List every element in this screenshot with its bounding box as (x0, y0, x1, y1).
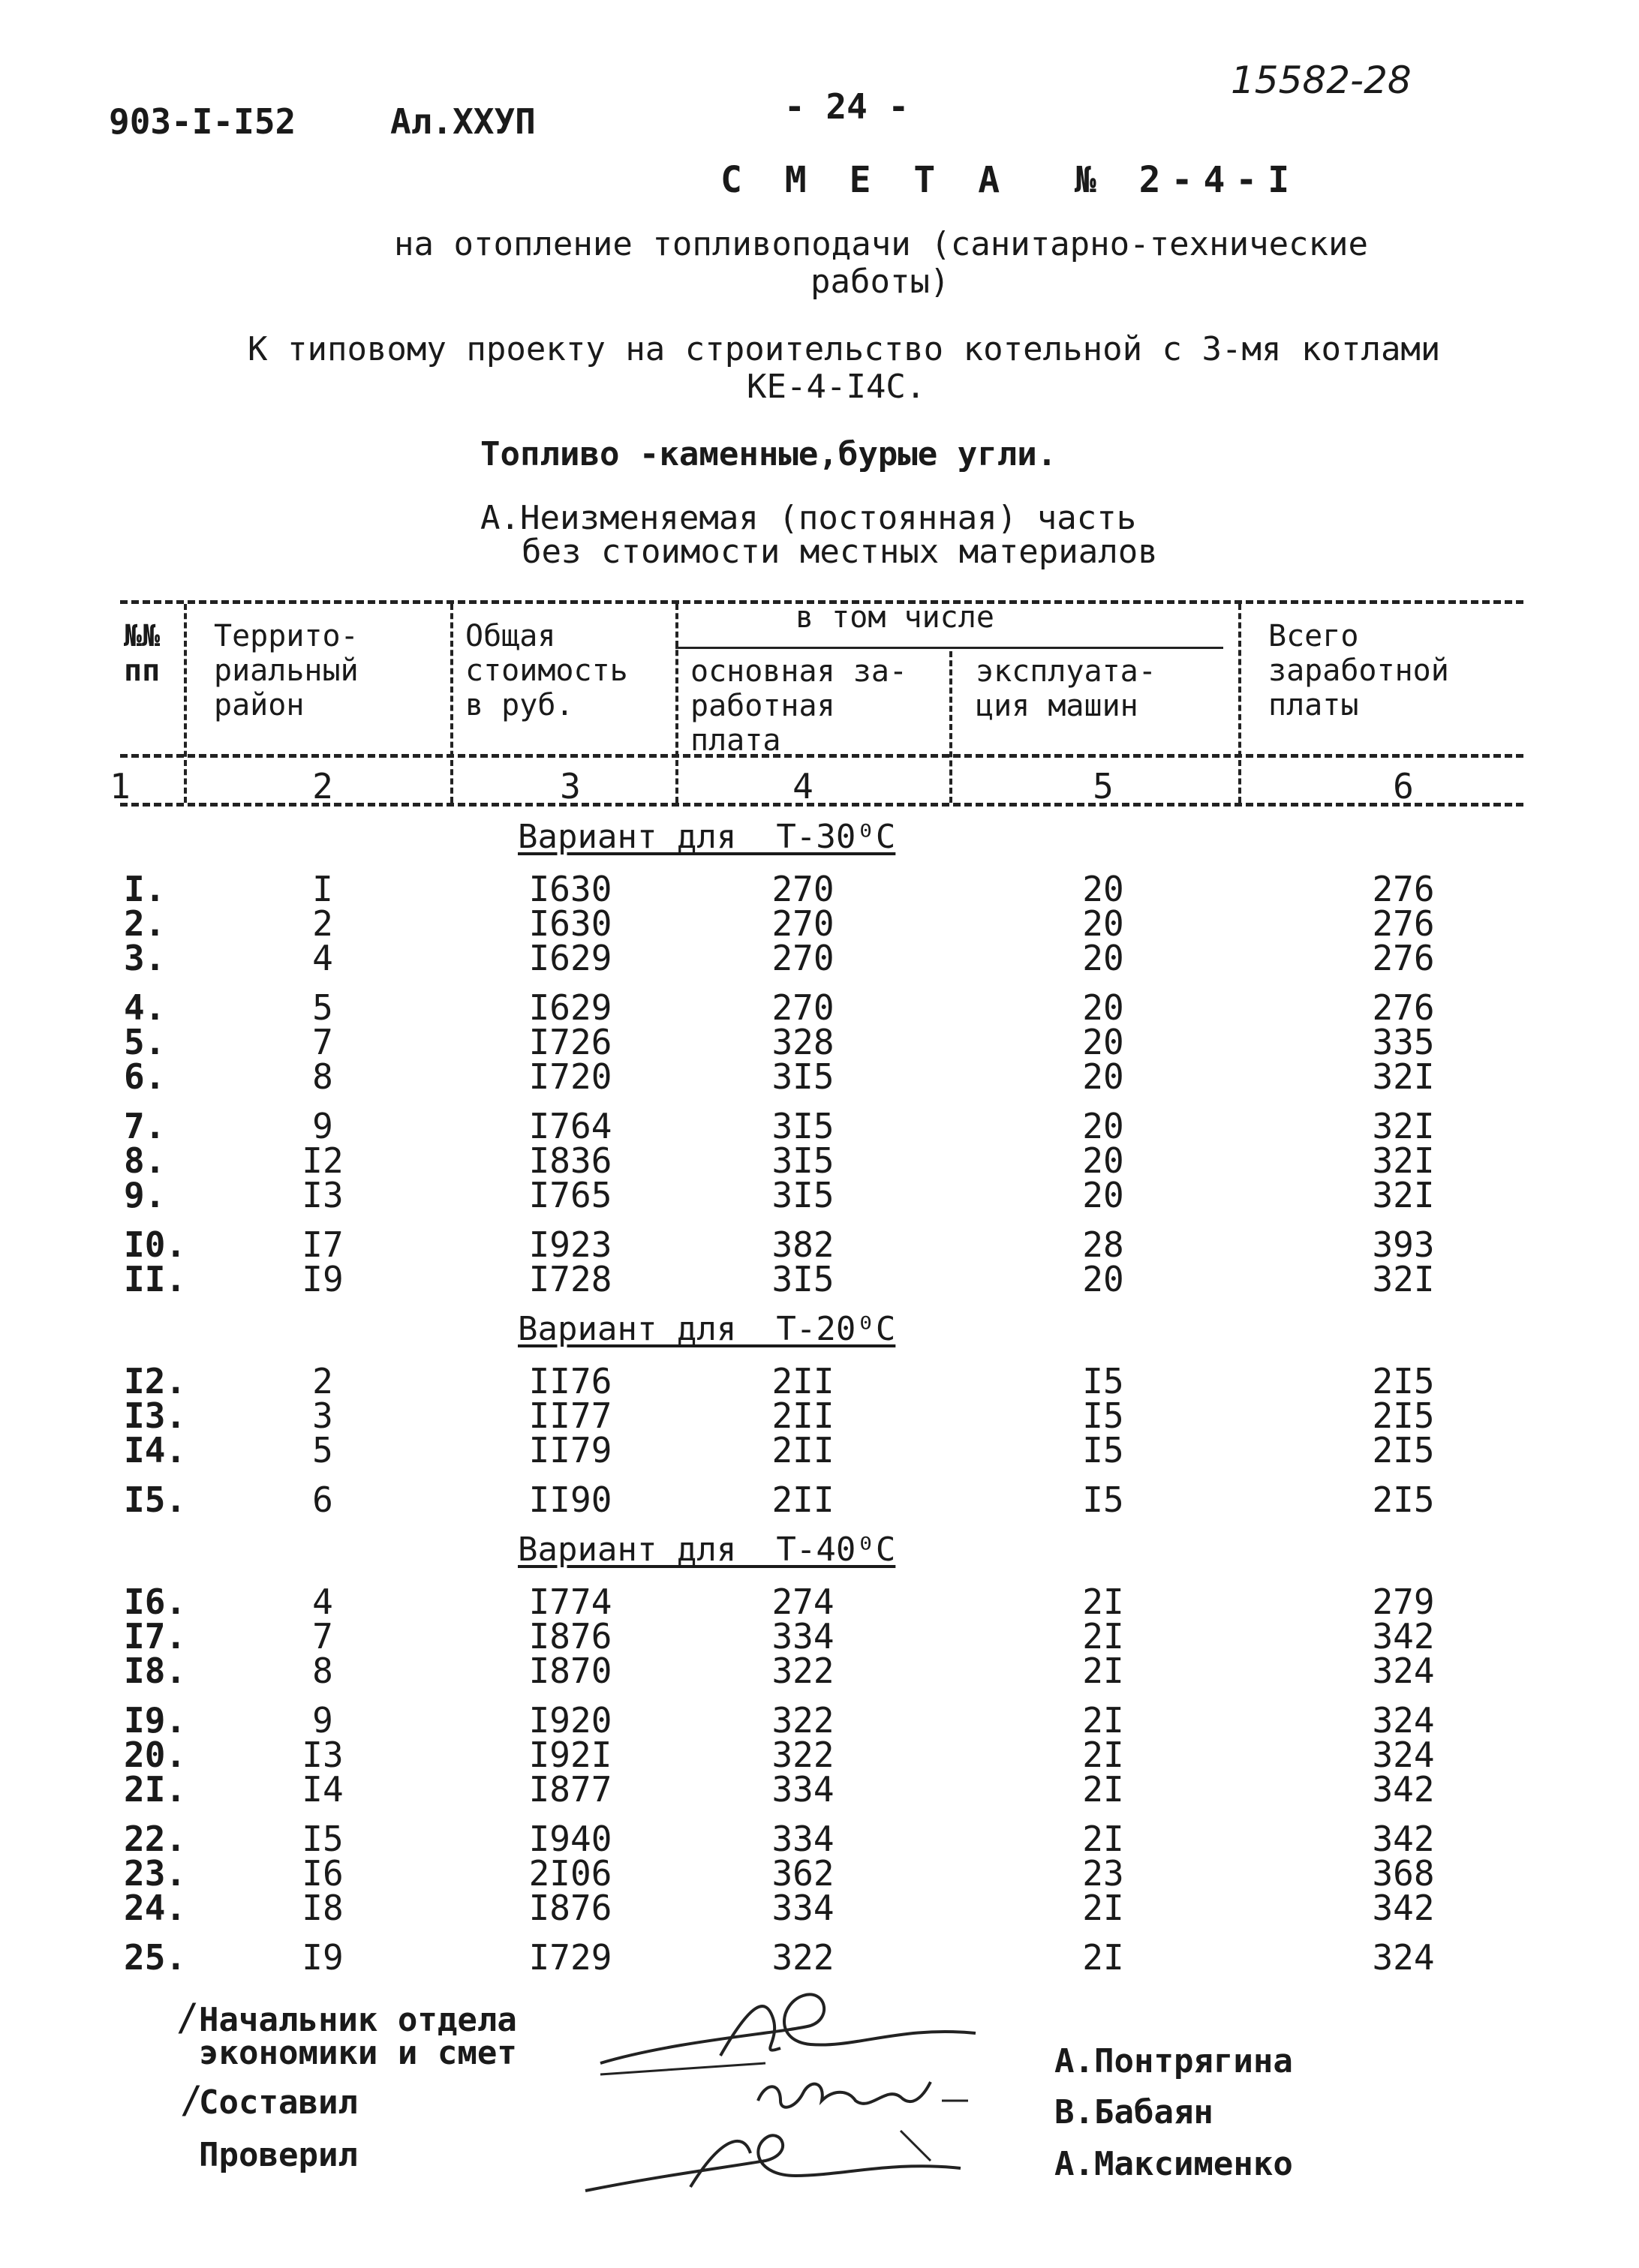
machine-operation-cell: 20 (1082, 1022, 1124, 1062)
signature-role-1b: экономики и смет (199, 2034, 517, 2072)
total-cost-cell: I728 (528, 1259, 612, 1299)
signature-scribble-3 (570, 2116, 991, 2206)
region-cell: I8 (302, 1888, 344, 1928)
base-wages-cell: 3I5 (771, 1140, 835, 1181)
base-wages-cell: 382 (771, 1224, 835, 1265)
section-title-line-2: без стоимости местных материалов (522, 533, 1158, 571)
total-wages-cell: 276 (1372, 869, 1435, 909)
column-divider (675, 604, 678, 803)
total-wages-cell: 342 (1372, 1616, 1435, 1657)
base-wages-cell: 2II (771, 1361, 835, 1401)
row-number: 3. (124, 938, 166, 978)
region-cell: 5 (312, 987, 333, 1028)
region-cell: I (312, 869, 333, 909)
signature-role-3: Проверил (199, 2136, 358, 2174)
row-number: I. (124, 869, 166, 909)
row-number: I2. (124, 1361, 187, 1401)
header-total-cost: Общая стоимость в руб. (465, 619, 628, 722)
region-cell: I9 (302, 1937, 344, 1978)
row-number: I8. (124, 1651, 187, 1691)
total-wages-cell: 32I (1372, 1056, 1435, 1097)
machine-operation-cell: 2I (1082, 1735, 1124, 1775)
total-cost-cell: I836 (528, 1140, 612, 1181)
row-number: 23. (124, 1853, 187, 1894)
machine-operation-cell: 20 (1082, 987, 1124, 1028)
region-cell: 7 (312, 1616, 333, 1657)
estimate-title: С М Е Т А № 2-4-I (720, 159, 1301, 201)
region-cell: 8 (312, 1651, 333, 1691)
header-including: в том числе (795, 600, 994, 635)
total-cost-cell: I630 (528, 903, 612, 944)
machine-operation-cell: 20 (1082, 1056, 1124, 1097)
column-divider (949, 651, 952, 803)
base-wages-cell: 3I5 (771, 1106, 835, 1146)
row-number: I9. (124, 1700, 187, 1741)
variant-heading: Вариант для Т-20⁰С (518, 1310, 896, 1348)
base-wages-cell: 334 (771, 1819, 835, 1859)
region-cell: I7 (302, 1224, 344, 1265)
base-wages-cell: 274 (771, 1582, 835, 1622)
column-number: 3 (560, 766, 581, 807)
total-wages-cell: 335 (1372, 1022, 1435, 1062)
base-wages-cell: 2II (771, 1395, 835, 1436)
total-wages-cell: 2I5 (1372, 1361, 1435, 1401)
region-cell: 3 (312, 1395, 333, 1436)
base-wages-cell: 3I5 (771, 1259, 835, 1299)
machine-operation-cell: 20 (1082, 938, 1124, 978)
base-wages-cell: 270 (771, 987, 835, 1028)
base-wages-cell: 322 (771, 1651, 835, 1691)
total-wages-cell: 32I (1372, 1259, 1435, 1299)
row-number: 4. (124, 987, 166, 1028)
role-marker: / (176, 1996, 200, 2039)
total-cost-cell: I729 (528, 1937, 612, 1978)
total-wages-cell: 276 (1372, 903, 1435, 944)
total-cost-cell: II79 (528, 1430, 612, 1470)
region-cell: 9 (312, 1106, 333, 1146)
column-divider (184, 604, 187, 803)
signatory-name-2: В.Бабаян (1054, 2093, 1213, 2131)
signature-scribble-2 (750, 2067, 976, 2119)
base-wages-cell: 334 (771, 1769, 835, 1810)
total-wages-cell: 32I (1372, 1175, 1435, 1215)
column-number: 2 (312, 766, 333, 807)
row-number: 5. (124, 1022, 166, 1062)
total-cost-cell: I940 (528, 1819, 612, 1859)
header-total-wages: Всего заработной платы (1268, 619, 1449, 722)
document-registration-number: 15582-28 (1231, 59, 1412, 102)
region-cell: 8 (312, 1056, 333, 1097)
total-wages-cell: 276 (1372, 938, 1435, 978)
region-cell: 7 (312, 1022, 333, 1062)
region-cell: 4 (312, 1582, 333, 1622)
machine-operation-cell: 20 (1082, 869, 1124, 909)
region-cell: 6 (312, 1479, 333, 1520)
total-cost-cell: I726 (528, 1022, 612, 1062)
total-wages-cell: 324 (1372, 1651, 1435, 1691)
machine-operation-cell: 2I (1082, 1651, 1124, 1691)
role-marker: / (180, 2078, 203, 2122)
base-wages-cell: 334 (771, 1616, 835, 1657)
machine-operation-cell: 20 (1082, 1106, 1124, 1146)
base-wages-cell: 270 (771, 938, 835, 978)
total-cost-cell: I720 (528, 1056, 612, 1097)
row-number: 9. (124, 1175, 166, 1215)
total-wages-cell: 2I5 (1372, 1395, 1435, 1436)
region-cell: 2 (312, 1361, 333, 1401)
section-title-line-1: А.Неизменяемая (постоянная) часть (480, 499, 1137, 537)
base-wages-cell: 328 (771, 1022, 835, 1062)
column-number: 4 (792, 766, 813, 807)
document-code: 903-I-I52 (109, 101, 296, 142)
total-wages-cell: 324 (1372, 1735, 1435, 1775)
base-wages-cell: 362 (771, 1853, 835, 1894)
total-wages-cell: 324 (1372, 1937, 1435, 1978)
base-wages-cell: 322 (771, 1735, 835, 1775)
machine-operation-cell: 2I (1082, 1819, 1124, 1859)
column-number: 5 (1093, 766, 1114, 807)
region-cell: I3 (302, 1735, 344, 1775)
row-number: 24. (124, 1888, 187, 1928)
album-number: Ал.ХХУП (390, 101, 536, 142)
machine-operation-cell: 20 (1082, 1140, 1124, 1181)
region-cell: 5 (312, 1430, 333, 1470)
machine-operation-cell: 20 (1082, 903, 1124, 944)
row-number: 25. (124, 1937, 187, 1978)
total-cost-cell: I630 (528, 869, 612, 909)
region-cell: I9 (302, 1259, 344, 1299)
total-wages-cell: 368 (1372, 1853, 1435, 1894)
total-cost-cell: I870 (528, 1651, 612, 1691)
row-number: 22. (124, 1819, 187, 1859)
total-cost-cell: I876 (528, 1888, 612, 1928)
total-wages-cell: 342 (1372, 1819, 1435, 1859)
machine-operation-cell: I5 (1082, 1395, 1124, 1436)
project-line-2: КЕ-4-I4С. (747, 368, 926, 406)
fuel-type: Топливо -каменные,бурые угли. (480, 435, 1057, 473)
machine-operation-cell: 20 (1082, 1259, 1124, 1299)
signature-scribble-1 (585, 1973, 1006, 2078)
row-number: I4. (124, 1430, 187, 1470)
total-cost-cell: I774 (528, 1582, 612, 1622)
total-wages-cell: 324 (1372, 1700, 1435, 1741)
row-number: I3. (124, 1395, 187, 1436)
machine-operation-cell: I5 (1082, 1430, 1124, 1470)
subtitle-line-2: работы) (810, 263, 950, 301)
machine-operation-cell: 2I (1082, 1700, 1124, 1741)
page-number: - 24 - (784, 86, 910, 127)
total-wages-cell: 276 (1372, 987, 1435, 1028)
row-number: 20. (124, 1735, 187, 1775)
header-row-number: №№ пп (124, 619, 161, 688)
signatory-name-3: А.Максименко (1054, 2145, 1293, 2183)
row-number: 2I. (124, 1769, 187, 1810)
region-cell: I2 (302, 1140, 344, 1181)
total-cost-cell: I629 (528, 987, 612, 1028)
subtitle-line-1: на отопление топливоподачи (санитарно-технические (394, 225, 1369, 263)
machine-operation-cell: 23 (1082, 1853, 1124, 1894)
total-cost-cell: I92I (528, 1735, 612, 1775)
total-cost-cell: I923 (528, 1224, 612, 1265)
project-line-1: К типовому проекту на строительство котельной с 3-мя котлами (248, 330, 1441, 368)
row-number: II. (124, 1259, 187, 1299)
base-wages-cell: 2II (771, 1479, 835, 1520)
total-wages-cell: 279 (1372, 1582, 1435, 1622)
region-cell: I4 (302, 1769, 344, 1810)
row-number: 7. (124, 1106, 166, 1146)
base-wages-cell: 3I5 (771, 1056, 835, 1097)
region-cell: 9 (312, 1700, 333, 1741)
region-cell: I6 (302, 1853, 344, 1894)
row-number: I7. (124, 1616, 187, 1657)
region-cell: I3 (302, 1175, 344, 1215)
machine-operation-cell: 28 (1082, 1224, 1124, 1265)
base-wages-cell: 270 (771, 869, 835, 909)
row-number: I6. (124, 1582, 187, 1622)
row-number: 2. (124, 903, 166, 944)
total-cost-cell: II77 (528, 1395, 612, 1436)
total-cost-cell: II76 (528, 1361, 612, 1401)
column-number: 6 (1393, 766, 1414, 807)
row-number: I0. (124, 1224, 187, 1265)
total-wages-cell: 32I (1372, 1106, 1435, 1146)
machine-operation-cell: 2I (1082, 1582, 1124, 1622)
machine-operation-cell: 2I (1082, 1937, 1124, 1978)
column-divider (1238, 604, 1241, 803)
machine-operation-cell: I5 (1082, 1361, 1124, 1401)
base-wages-cell: 2II (771, 1430, 835, 1470)
base-wages-cell: 3I5 (771, 1175, 835, 1215)
header-base-wages: основная за- работная плата (690, 654, 907, 758)
row-number: I5. (124, 1479, 187, 1520)
row-number: 6. (124, 1056, 166, 1097)
base-wages-cell: 322 (771, 1700, 835, 1741)
total-wages-cell: 342 (1372, 1769, 1435, 1810)
machine-operation-cell: 2I (1082, 1616, 1124, 1657)
total-cost-cell: I629 (528, 938, 612, 978)
total-cost-cell: I765 (528, 1175, 612, 1215)
machine-operation-cell: 20 (1082, 1175, 1124, 1215)
total-cost-cell: I920 (528, 1700, 612, 1741)
total-wages-cell: 2I5 (1372, 1479, 1435, 1520)
total-cost-cell: 2I06 (528, 1853, 612, 1894)
region-cell: 4 (312, 938, 333, 978)
header-machine-operation: эксплуата- ция машин (976, 654, 1156, 723)
total-cost-cell: I876 (528, 1616, 612, 1657)
total-cost-cell: I764 (528, 1106, 612, 1146)
machine-operation-cell: 2I (1082, 1888, 1124, 1928)
machine-operation-cell: I5 (1082, 1479, 1124, 1520)
variant-heading: Вариант для Т-40⁰С (518, 1531, 896, 1569)
row-number: 8. (124, 1140, 166, 1181)
region-cell: 2 (312, 903, 333, 944)
signatory-name-1: А.Понтрягина (1054, 2042, 1293, 2080)
signature-role-1: Начальник отдела (199, 2001, 517, 2039)
base-wages-cell: 270 (771, 903, 835, 944)
machine-operation-cell: 2I (1082, 1769, 1124, 1810)
region-cell: I5 (302, 1819, 344, 1859)
total-cost-cell: I877 (528, 1769, 612, 1810)
total-wages-cell: 393 (1372, 1224, 1435, 1265)
group-header-rule (675, 647, 1223, 649)
signature-role-2: Составил (199, 2083, 358, 2122)
header-territorial-region: Террито- риальный район (214, 619, 359, 722)
column-divider (450, 604, 453, 803)
total-cost-cell: II90 (528, 1479, 612, 1520)
base-wages-cell: 322 (771, 1937, 835, 1978)
column-number: 1 (110, 766, 131, 807)
total-wages-cell: 32I (1372, 1140, 1435, 1181)
base-wages-cell: 334 (771, 1888, 835, 1928)
total-wages-cell: 2I5 (1372, 1430, 1435, 1470)
total-wages-cell: 342 (1372, 1888, 1435, 1928)
variant-heading: Вариант для Т-30⁰С (518, 818, 896, 856)
